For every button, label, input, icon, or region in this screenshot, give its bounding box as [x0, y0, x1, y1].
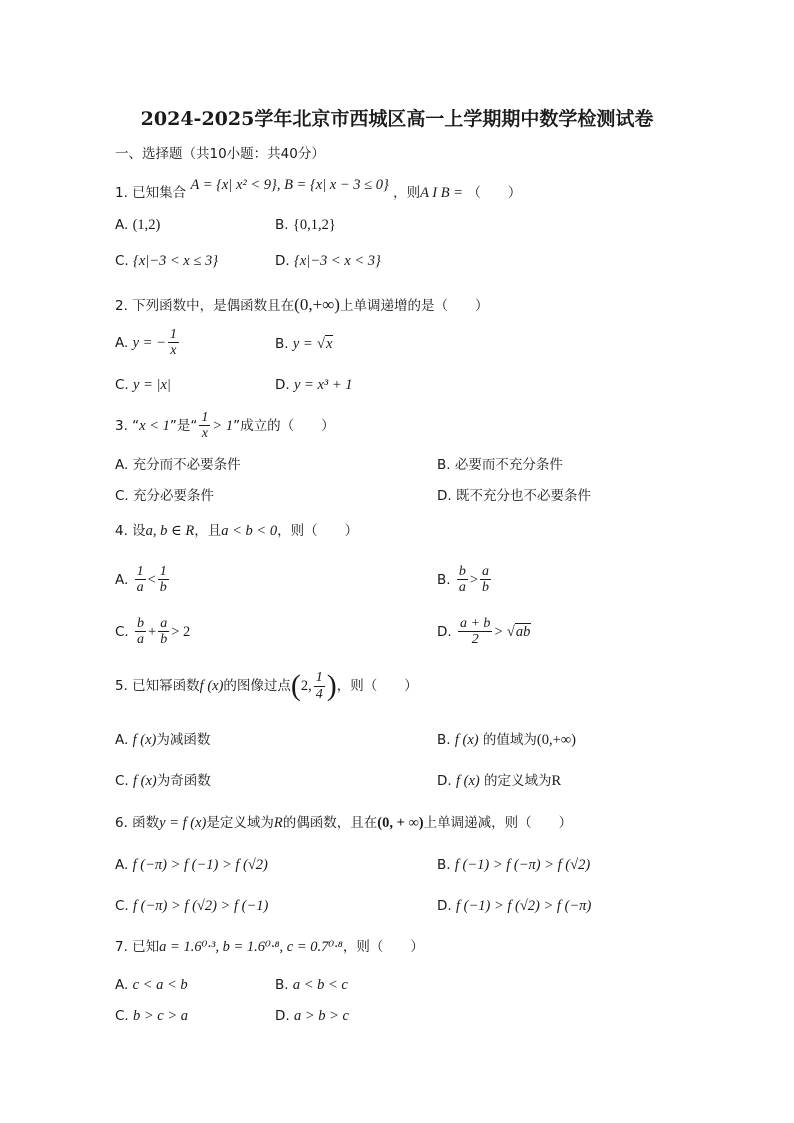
q7-option-d: D. a > b > c [275, 1008, 349, 1024]
q2-option-d: D. y = x³ + 1 [275, 377, 353, 393]
question-3-stem: 3. “x < 1”是“ $\frac{1}{x}$ > 1”成立的（ ） [115, 410, 335, 442]
question-5-stem: 5. 已知幂函数f (x)的图像过点(2, $\frac{1}{4}$ )，则（ ） [115, 669, 418, 702]
q7-option-b: B. a < b < c [275, 977, 348, 993]
q1-option-c: C. {x|−3 < x ≤ 3} [115, 253, 218, 269]
question-1-stem [115, 177, 522, 202]
q1-option-b: B. {0,1,2} [275, 217, 336, 233]
q1-paren: （ ） [467, 185, 522, 201]
question-2-stem: 2. 下列函数中，是偶函数且在(0,+∞)上单调递增的是（ ） [115, 295, 489, 314]
q4-option-d: D. $\frac{a + b}{2}$ > √ab [437, 616, 531, 648]
q3-option-a: A. 充分而不必要条件 [115, 457, 241, 473]
q6-option-c: C. f (−π) > f (√2) > f (−1) [115, 898, 269, 914]
q3-option-d: D. 既不充分也不必要条件 [437, 488, 591, 504]
section-heading: 一、选择题（共10小题：共40分） [115, 146, 325, 162]
q4-option-a: A. $\frac{1}{a}$ < $\frac{1}{b}$ [115, 564, 167, 596]
q1-then: ，则 [393, 185, 421, 201]
q2-option-a: A. y = − $\frac{1}{x}$ [115, 327, 177, 359]
q1-set-b: , B = {x| x − 3 ≤ 0} [276, 177, 389, 193]
q6-option-a: A. f (−π) > f (−1) > f (√2) [115, 857, 268, 873]
q5-option-b: B. f (x) 的值域为(0,+∞) [437, 732, 576, 748]
q1-option-a: A. (1,2) [115, 217, 161, 233]
question-6-stem: 6. 函数y = f (x)是定义域为R的偶函数，且在(0, + ∞)上单调递减，则（ ） [115, 815, 573, 831]
q2-option-c: C. y = |x| [115, 377, 171, 393]
q7-option-c: C. b > c > a [115, 1008, 189, 1024]
q3-option-c: C. 充分必要条件 [115, 488, 215, 504]
q1-expr: A I B = [420, 185, 464, 201]
q2-option-b: B. y = √x [275, 336, 333, 352]
q4-option-b: B. $\frac{b}{a}$ > $\frac{a}{b}$ [437, 564, 490, 596]
question-4-stem: 4. 设a, b ∈ R，且a < b < 0，则（ ） [115, 523, 359, 539]
q6-option-b: B. f (−1) > f (−π) > f (√2) [437, 857, 591, 873]
q3-option-b: B. 必要而不充分条件 [437, 457, 563, 473]
q1-set-a: A = {x| x² < 9} [190, 177, 277, 193]
page-title: 2024-2025学年北京市西城区高一上学期期中数学检测试卷 [140, 108, 654, 130]
q1-number: 1. 已知集合 [115, 185, 187, 201]
q1-option-d: D. {x|−3 < x < 3} [275, 253, 381, 269]
q7-option-a: A. c < a < b [115, 977, 188, 993]
question-7-stem: 7. 已知a = 1.6⁰·³, b = 1.6⁰·⁸, c = 0.7⁰·⁸，则（ ） [115, 939, 424, 955]
q5-option-c: C. f (x)为奇函数 [115, 773, 211, 789]
q5-option-a: A. f (x)为减函数 [115, 732, 211, 748]
q4-option-c: C. $\frac{b}{a}$ + $\frac{a}{b}$ > 2 [115, 616, 191, 648]
q5-option-d: D. f (x) 的定义域为R [437, 773, 562, 789]
q6-option-d: D. f (−1) > f (√2) > f (−π) [437, 898, 592, 914]
q2-interval: (0,+∞) [294, 295, 340, 314]
